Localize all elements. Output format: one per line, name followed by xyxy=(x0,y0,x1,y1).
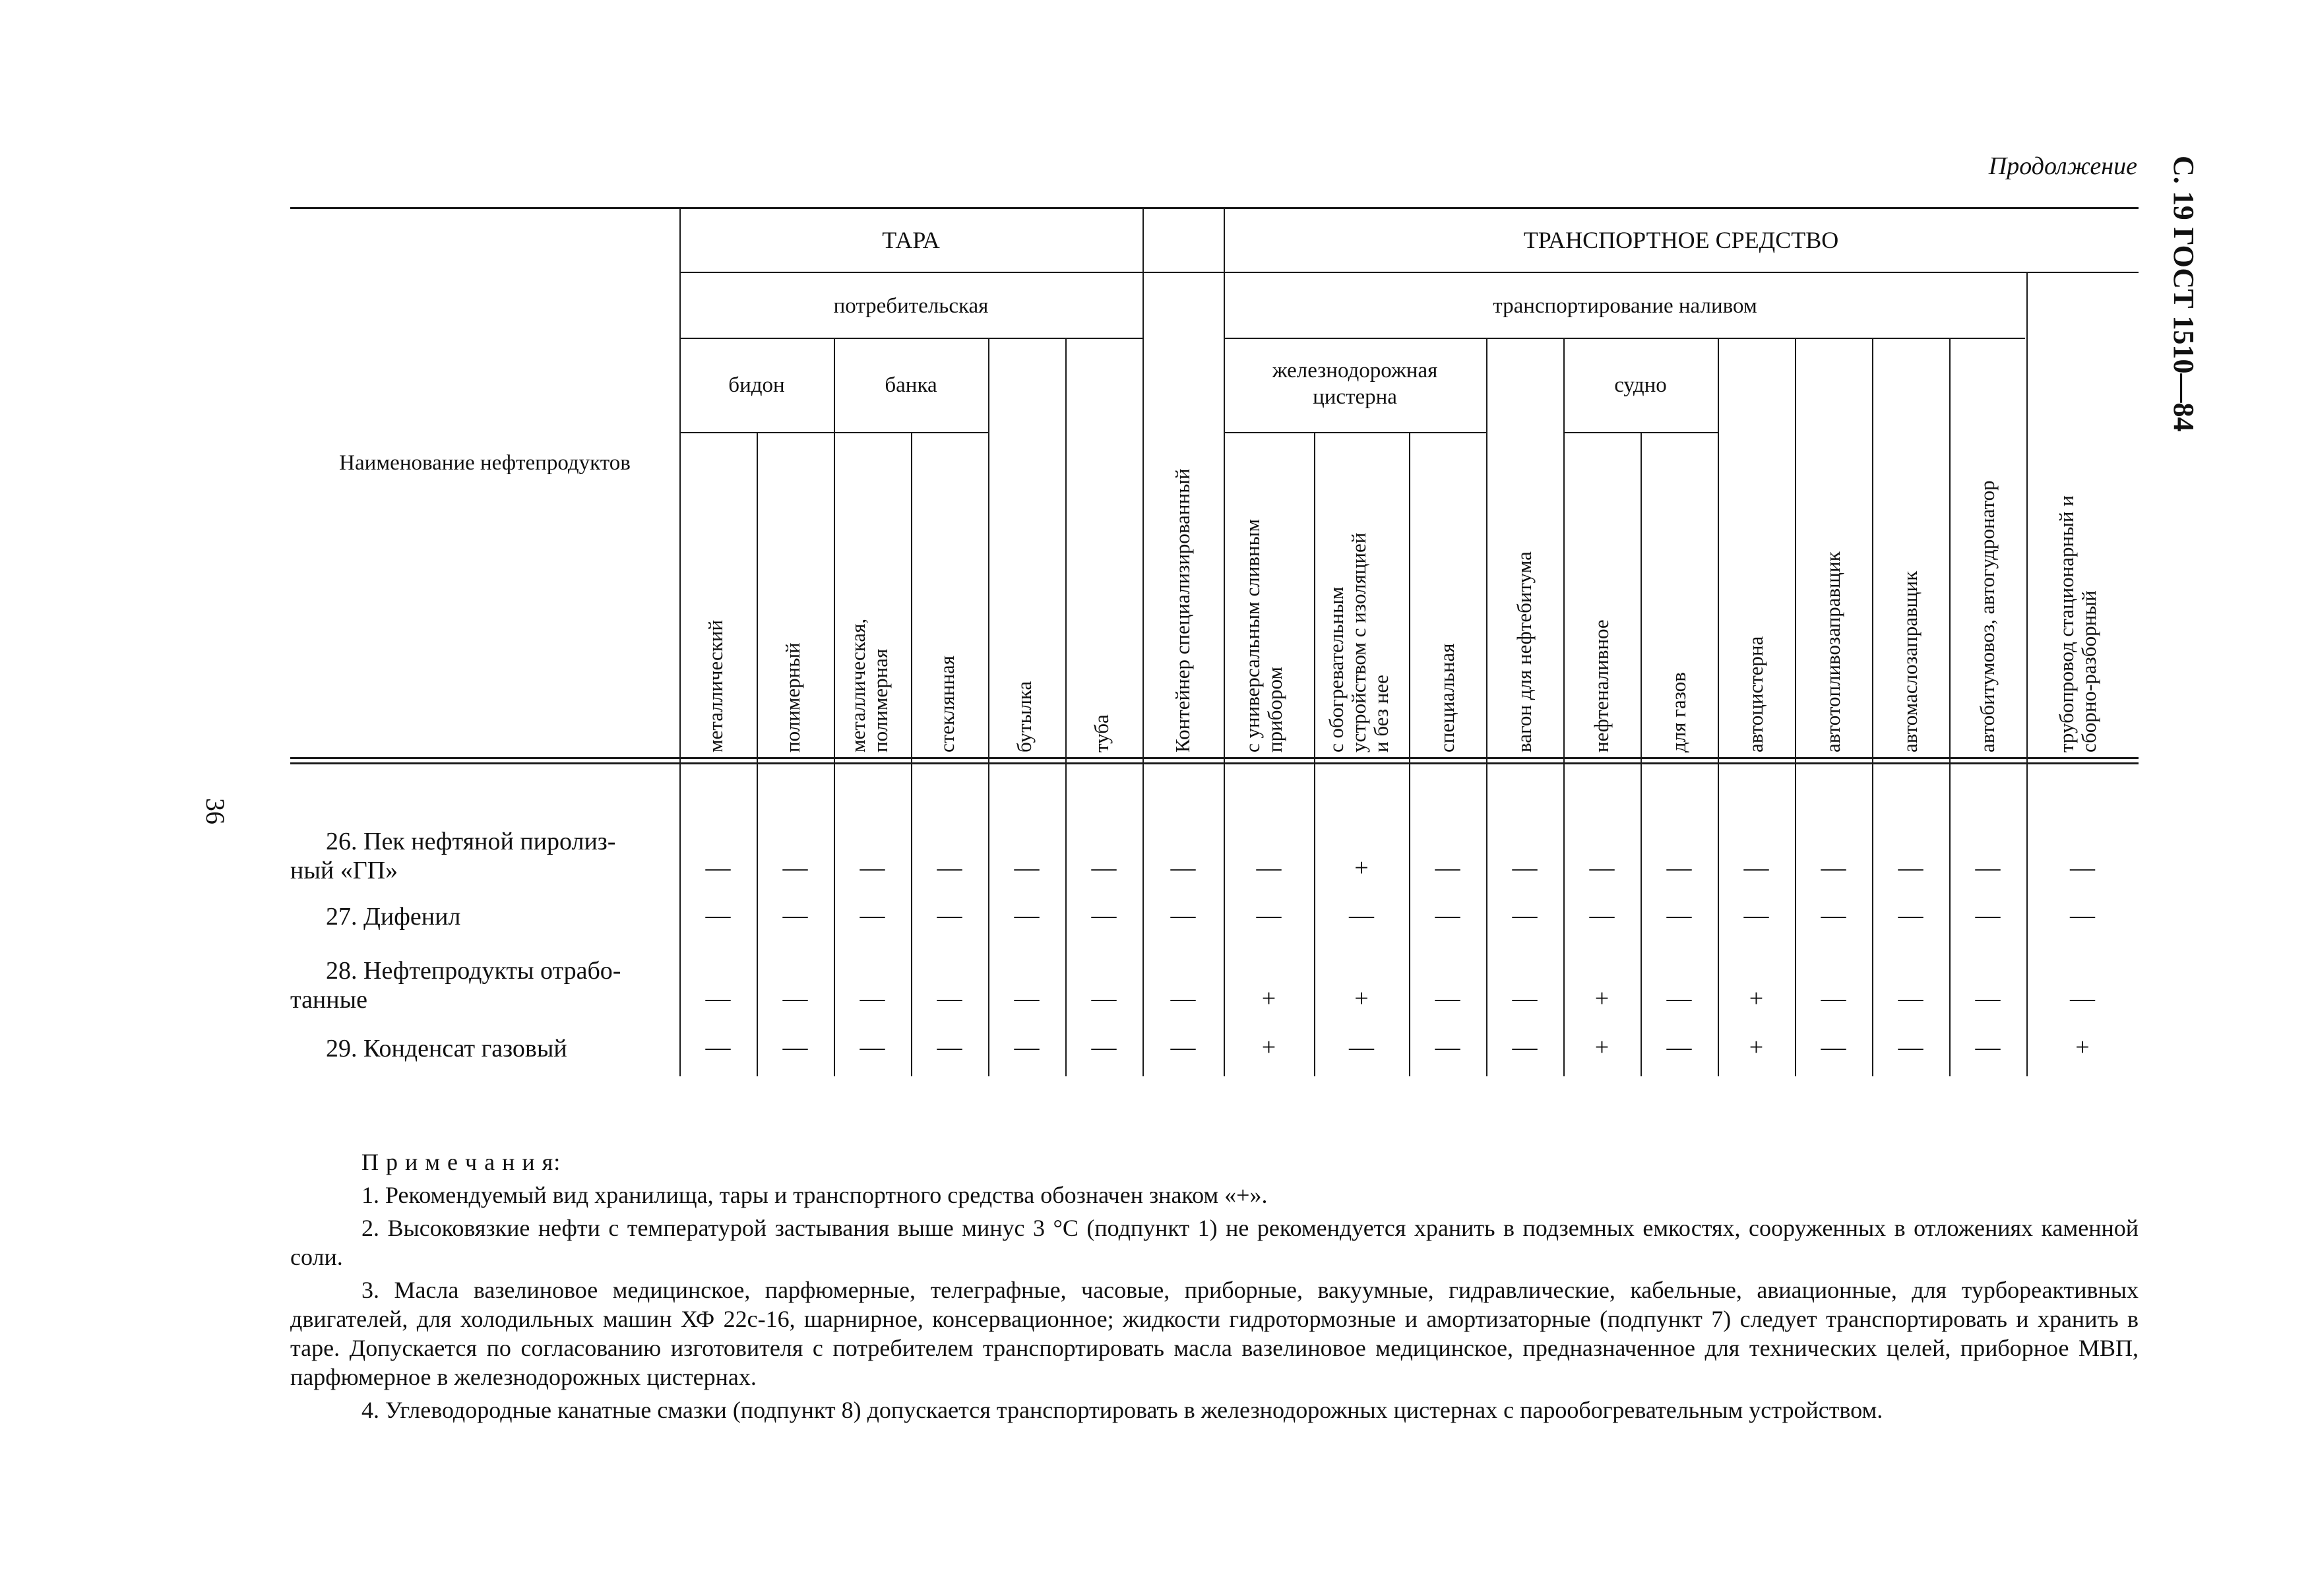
col-header-universal-drain: с универсальным сливным прибором xyxy=(1241,519,1286,752)
table-cell-mark: — xyxy=(1821,854,1846,882)
table-cell-mark: — xyxy=(1435,985,1460,1012)
table-cell-mark: + xyxy=(1261,1033,1276,1061)
table-row xyxy=(290,827,676,885)
table-cell-mark: — xyxy=(1821,902,1846,929)
col-header-gas: для газов xyxy=(1667,672,1690,752)
notes-title: П р и м е ч а н и я: xyxy=(361,1149,561,1175)
note-item: 2. Высоковязкие нефти с температурой застывания выше минус 3 °С (подпункт 1) не рекомендуется хранить в подземных емкостях, сооруженных в отложениях каменной соли. xyxy=(290,1215,2139,1270)
table-cell-mark: — xyxy=(1975,1033,2001,1061)
row-name: 29. Конденсат газовый xyxy=(326,1035,567,1062)
table-row xyxy=(290,1034,676,1063)
table-cell-mark: — xyxy=(1435,902,1460,929)
table-rule xyxy=(1224,432,1486,433)
table-cell-mark: — xyxy=(1091,985,1117,1012)
document-header xyxy=(2165,156,2205,499)
table-cell-mark: — xyxy=(705,1033,731,1061)
table-cell-mark: — xyxy=(937,1033,962,1061)
table-col-rule xyxy=(757,432,758,1076)
table-cell-mark: — xyxy=(782,985,808,1012)
table-cell-mark: — xyxy=(1091,854,1117,882)
table-cell-mark: + xyxy=(1749,985,1764,1012)
row-name: 26. Пек нефтяной пиролиз- xyxy=(326,828,616,855)
table-cell-mark: — xyxy=(1349,902,1374,929)
table-col-rule xyxy=(1795,338,1796,1076)
table-cell-mark: — xyxy=(1091,902,1117,929)
tara-group-header: ТАРА xyxy=(882,227,940,253)
table-col-rule xyxy=(988,338,989,1076)
table-cell-mark: — xyxy=(1821,985,1846,1012)
col-header-glass: стеклянная xyxy=(935,655,958,752)
table-cell-mark: — xyxy=(1014,854,1040,882)
col-header-oil-tanker: нефтеналивное xyxy=(1590,619,1613,752)
col-header-oil-truck: автомаслозаправщик xyxy=(1898,570,1922,752)
col-header-container: Контейнер специализированный xyxy=(1171,468,1194,752)
table-row xyxy=(290,902,676,931)
table-cell-mark: — xyxy=(1014,902,1040,929)
row-name-cont: ный «ГП» xyxy=(290,857,398,884)
table-cell-mark: — xyxy=(1666,854,1692,882)
row-name: 28. Нефтепродукты отрабо- xyxy=(326,957,621,985)
table-cell-mark: — xyxy=(2070,854,2095,882)
table-cell-mark: — xyxy=(705,985,731,1012)
table-col-rule xyxy=(1065,338,1067,1076)
table-cell-mark: — xyxy=(2070,985,2095,1012)
table-cell-mark: — xyxy=(1898,902,1923,929)
table-head-rule xyxy=(290,762,2139,764)
col-header-pipeline: трубопровод стационарный и сборно-разборный xyxy=(2055,495,2100,752)
table-cell-mark: — xyxy=(1666,902,1692,929)
table-cell-mark: — xyxy=(1898,985,1923,1012)
table-cell-mark: — xyxy=(782,1033,808,1061)
row-name: 27. Дифенил xyxy=(326,903,461,931)
table-cell-mark: — xyxy=(1512,985,1538,1012)
table-rule xyxy=(1224,272,2139,273)
table-col-rule xyxy=(1409,432,1410,1076)
col-header-metal-polymer: металлическая, полимерная xyxy=(846,618,892,752)
document-header-text: С. 19 ГОСТ 1510—84 xyxy=(2168,156,2200,432)
col-header-heating-device: с обогревательным устройством с изоляцией и без нее xyxy=(1325,532,1392,752)
table-cell-mark: — xyxy=(1512,1033,1538,1061)
table-cell-mark: — xyxy=(860,854,885,882)
ship-subheader: судно xyxy=(1614,373,1667,397)
table-rule xyxy=(1224,338,2025,339)
table-cell-mark: — xyxy=(1435,854,1460,882)
table-cell-mark: — xyxy=(1743,902,1769,929)
table-col-rule xyxy=(911,432,912,1076)
table-cell-mark: — xyxy=(860,902,885,929)
col-header-tube: туба xyxy=(1090,714,1113,752)
table-cell-mark: — xyxy=(2070,902,2095,929)
notes-section xyxy=(290,1148,2139,1428)
table-cell-mark: — xyxy=(937,854,962,882)
table-cell-mark: — xyxy=(705,854,731,882)
table-col-rule xyxy=(1641,432,1642,1076)
table-col-rule xyxy=(1486,338,1487,1076)
table-cell-mark: + xyxy=(1354,854,1369,882)
col-header-polymer: полимерный xyxy=(781,642,804,752)
table-cell-mark: + xyxy=(1354,985,1369,1012)
table-col-rule xyxy=(1224,207,1225,1076)
note-item: 4. Углеводородные канатные смазки (подпункт 8) допускается транспортировать в железнодорожных цистернах с парообогревательным устройством. xyxy=(361,1397,1883,1423)
table-cell-mark: — xyxy=(1170,854,1196,882)
table-col-rule xyxy=(1718,338,1719,1076)
table-cell-mark: — xyxy=(1975,902,2001,929)
table-cell-mark: — xyxy=(1975,985,2001,1012)
table-cell-mark: — xyxy=(937,985,962,1012)
table-cell-mark: — xyxy=(1512,854,1538,882)
table-cell-mark: — xyxy=(1666,1033,1692,1061)
table-cell-mark: — xyxy=(1435,1033,1460,1061)
table-cell-mark: — xyxy=(937,902,962,929)
col-header-bitumen-wagon: вагон для нефтебитума xyxy=(1513,551,1536,752)
continuation-label: Продолжение xyxy=(1988,152,2137,180)
bidon-subheader: бидон xyxy=(728,373,785,397)
table-cell-mark: — xyxy=(1743,854,1769,882)
table-cell-mark: — xyxy=(1512,902,1538,929)
table-head-rule xyxy=(290,757,2139,759)
table-cell-mark: + xyxy=(1261,985,1276,1012)
table-row xyxy=(290,956,676,1014)
col-header-bottle: бутылка xyxy=(1013,681,1036,752)
table-cell-mark: — xyxy=(860,1033,885,1061)
table-cell-mark: — xyxy=(1898,854,1923,882)
table-cell-mark: + xyxy=(1749,1033,1764,1061)
table-cell-mark: — xyxy=(1975,854,2001,882)
table-rule xyxy=(679,338,1142,339)
table-col-rule xyxy=(1872,338,1873,1076)
col-header-fuel-truck: автотопливозаправщик xyxy=(1821,551,1844,752)
table-cell-mark: — xyxy=(1821,1033,1846,1061)
table-col-rule xyxy=(1142,207,1144,1076)
table-cell-mark: — xyxy=(1256,854,1282,882)
table-col-rule xyxy=(679,207,681,1076)
table-col-rule xyxy=(2026,272,2028,1076)
table-cell-mark: + xyxy=(1594,1033,1610,1061)
table-cell-mark: — xyxy=(1170,902,1196,929)
note-item: 1. Рекомендуемый вид хранилища, тары и транспортного средства обозначен знаком «+». xyxy=(361,1182,1268,1208)
table-cell-mark: — xyxy=(1170,1033,1196,1061)
table-cell-mark: — xyxy=(1256,902,1282,929)
rail-tank-subheader: железнодорожная цистерна xyxy=(1272,359,1438,409)
table-cell-mark: — xyxy=(1349,1033,1374,1061)
note-item: 3. Масла вазелиновое медицинское, парфюмерные, телеграфные, часовые, приборные, вакуумные, гидравлические, кабельные, авиационные, для турбореактивных двигателей, для холодильных машин ХФ 22с-16, шарнирное, консервационное; жидкости гидротормозные и амортизаторные (подпункт 7) следует транспортировать и хранить в таре. Допускается по согласованию изготовителя с потребителем транспортировать масла вазелиновое медицинское, предназначенное для технических целей, приборное МВП, парфюмерное в железнодорожных цистернах. xyxy=(290,1277,2139,1390)
table-top-rule xyxy=(290,207,2139,209)
table-cell-mark: — xyxy=(860,985,885,1012)
table-cell-mark: — xyxy=(1589,902,1615,929)
table-col-rule xyxy=(1949,338,1951,1076)
table-col-rule xyxy=(1314,432,1315,1076)
table-cell-mark: — xyxy=(1898,1033,1923,1061)
col-header-metal: металлический xyxy=(704,620,727,752)
transport-group-header: ТРАНСПОРТНОЕ СРЕДСТВО xyxy=(1523,227,1839,253)
row-name-cont: танные xyxy=(290,986,368,1014)
consumer-subheader: потребительская xyxy=(833,294,989,318)
col-header-auto-tank: автоцистерна xyxy=(1744,636,1767,752)
banka-subheader: банка xyxy=(885,373,937,397)
table-cell-mark: + xyxy=(1594,985,1610,1012)
col-header-bitumen-truck: автобитумовоз, автогудронатор xyxy=(1976,480,1999,752)
table-cell-mark: — xyxy=(782,902,808,929)
page-number: 36 xyxy=(201,798,230,824)
col-header-special: специальная xyxy=(1435,643,1458,752)
table-cell-mark: — xyxy=(705,902,731,929)
table-cell-mark: — xyxy=(1589,854,1615,882)
table-cell-mark: — xyxy=(1014,1033,1040,1061)
table-cell-mark: + xyxy=(2075,1033,2090,1061)
table-col-rule xyxy=(834,338,835,1076)
table-cell-mark: — xyxy=(1666,985,1692,1012)
bulk-subheader: транспортирование наливом xyxy=(1493,294,1757,318)
table-cell-mark: — xyxy=(1170,985,1196,1012)
table-cell-mark: — xyxy=(1091,1033,1117,1061)
table-cell-mark: — xyxy=(1014,985,1040,1012)
name-column-header: Наименование нефтепродуктов xyxy=(339,451,631,475)
table-col-rule xyxy=(1563,338,1565,1076)
table-cell-mark: — xyxy=(782,854,808,882)
